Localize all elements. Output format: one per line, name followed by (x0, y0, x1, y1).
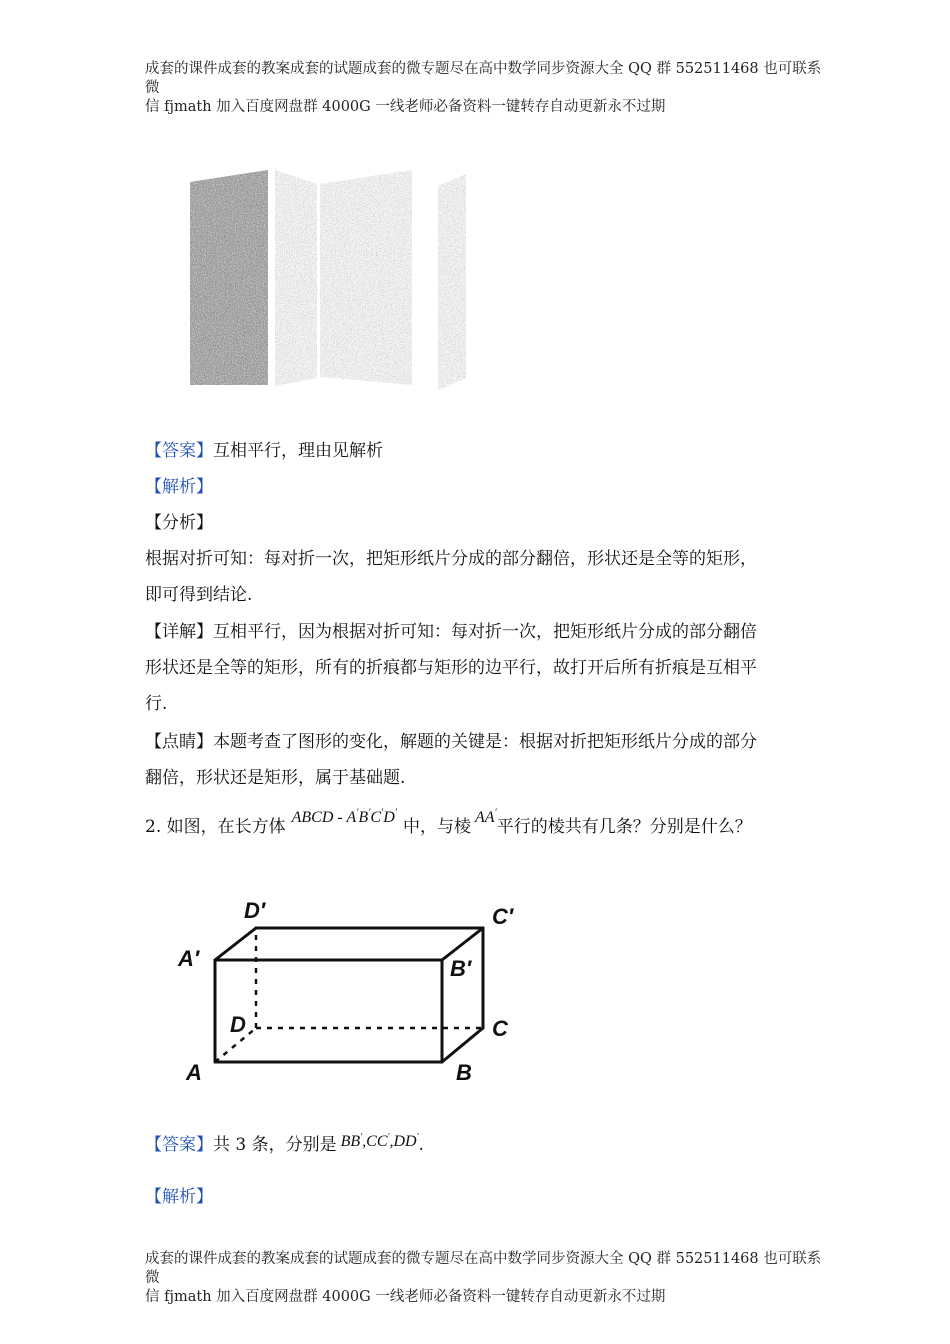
header-line-1: 成套的课件成套的教案成套的试题成套的微专题尽在高中数学同步资源大全 QQ 群 552511468 也可联系微 (145, 61, 822, 96)
edge-aa: AA′ (474, 807, 497, 826)
label-b: B (456, 1060, 472, 1085)
q1-fenxi-tag-line (145, 508, 213, 533)
q1-detail-line-3: 行. (145, 694, 168, 714)
q1-detail-line-1 (145, 617, 757, 642)
answer-edges: BB′,CC′,DD′ (340, 1131, 419, 1150)
q2-analysis-tag: 【解析】 (145, 1187, 213, 1207)
label-b1: B′ (450, 956, 472, 981)
paper-panel-2 (275, 170, 317, 386)
paper-panel-4 (438, 174, 466, 390)
q1-detail-line-2: 形状还是全等的矩形，所有的折痕都与矩形的边平行，故打开后所有折痕是互相平 (145, 658, 757, 678)
label-a1: A′ (178, 946, 200, 971)
footer-line-1: 成套的课件成套的教案成套的试题成套的微专题尽在高中数学同步资源大全 QQ 群 552511468 也可联系微 (145, 1251, 822, 1286)
q2-question-line (145, 807, 752, 837)
dianjing-text-1: 本题考查了图形的变化，解题的关键是：根据对折把矩形纸片分成的部分 (213, 732, 757, 752)
q2-analysis-line (145, 1182, 213, 1207)
edge-a1d1 (215, 928, 256, 960)
q1-dianjing-line-1 (145, 727, 757, 752)
analysis-tag: 【解析】 (145, 477, 213, 497)
header-line-2: 信 fjmath 加入百度网盘群 4000G 一线老师必备资料一键转存自动更新永不过期 (145, 99, 666, 115)
q1-answer-line (145, 436, 383, 461)
folded-paper-figure (180, 160, 480, 395)
q2-middle: 中，与棱 (402, 817, 471, 837)
footer-line-2: 信 fjmath 加入百度网盘群 4000G 一线老师必备资料一键转存自动更新永不过期 (145, 1289, 666, 1305)
q1-fenxi-line-2: 即可得到结论. (145, 585, 253, 605)
label-c1: C′ (492, 904, 514, 929)
answer-period: . (418, 1135, 424, 1155)
label-c: C (492, 1016, 508, 1041)
page-header (145, 60, 835, 117)
answer-text: 互相平行，理由见解析 (213, 441, 383, 461)
label-a: A (186, 1060, 202, 1085)
q2-answer-prefix: 共 3 条，分别是 (213, 1135, 337, 1155)
q2-answer-line (145, 1130, 424, 1155)
fenxi-tag: 【分析】 (145, 513, 213, 533)
dianjing-tag: 【点睛】 (145, 732, 213, 752)
label-d: D (230, 1012, 246, 1037)
label-d1: D′ (244, 898, 266, 923)
solid-name: ABCD - A′B′C′D′ (291, 807, 397, 826)
q2-prefix: 2. 如图，在长方体 (145, 817, 286, 837)
detail-text-1: 互相平行，因为根据对折可知：每对折一次，把矩形纸片分成的部分翻倍 (213, 622, 757, 642)
q1-dianjing-line-2: 翻倍，形状还是矩形，属于基础题. (145, 768, 406, 788)
answer-tag: 【答案】 (145, 441, 213, 461)
page-footer (145, 1250, 835, 1307)
q2-suffix: 平行的棱共有几条？分别是什么？ (496, 817, 752, 837)
cuboid-diagram (170, 890, 540, 1090)
paper-panel-3 (320, 170, 412, 385)
q1-analysis-line (145, 472, 213, 497)
q1-fenxi-line-1: 根据对折可知：每对折一次，把矩形纸片分成的部分翻倍，形状还是全等的矩形， (145, 549, 757, 569)
paper-panel-1 (190, 170, 268, 385)
q2-answer-tag: 【答案】 (145, 1135, 213, 1155)
detail-tag: 【详解】 (145, 622, 213, 642)
edge-bc (442, 1028, 483, 1062)
